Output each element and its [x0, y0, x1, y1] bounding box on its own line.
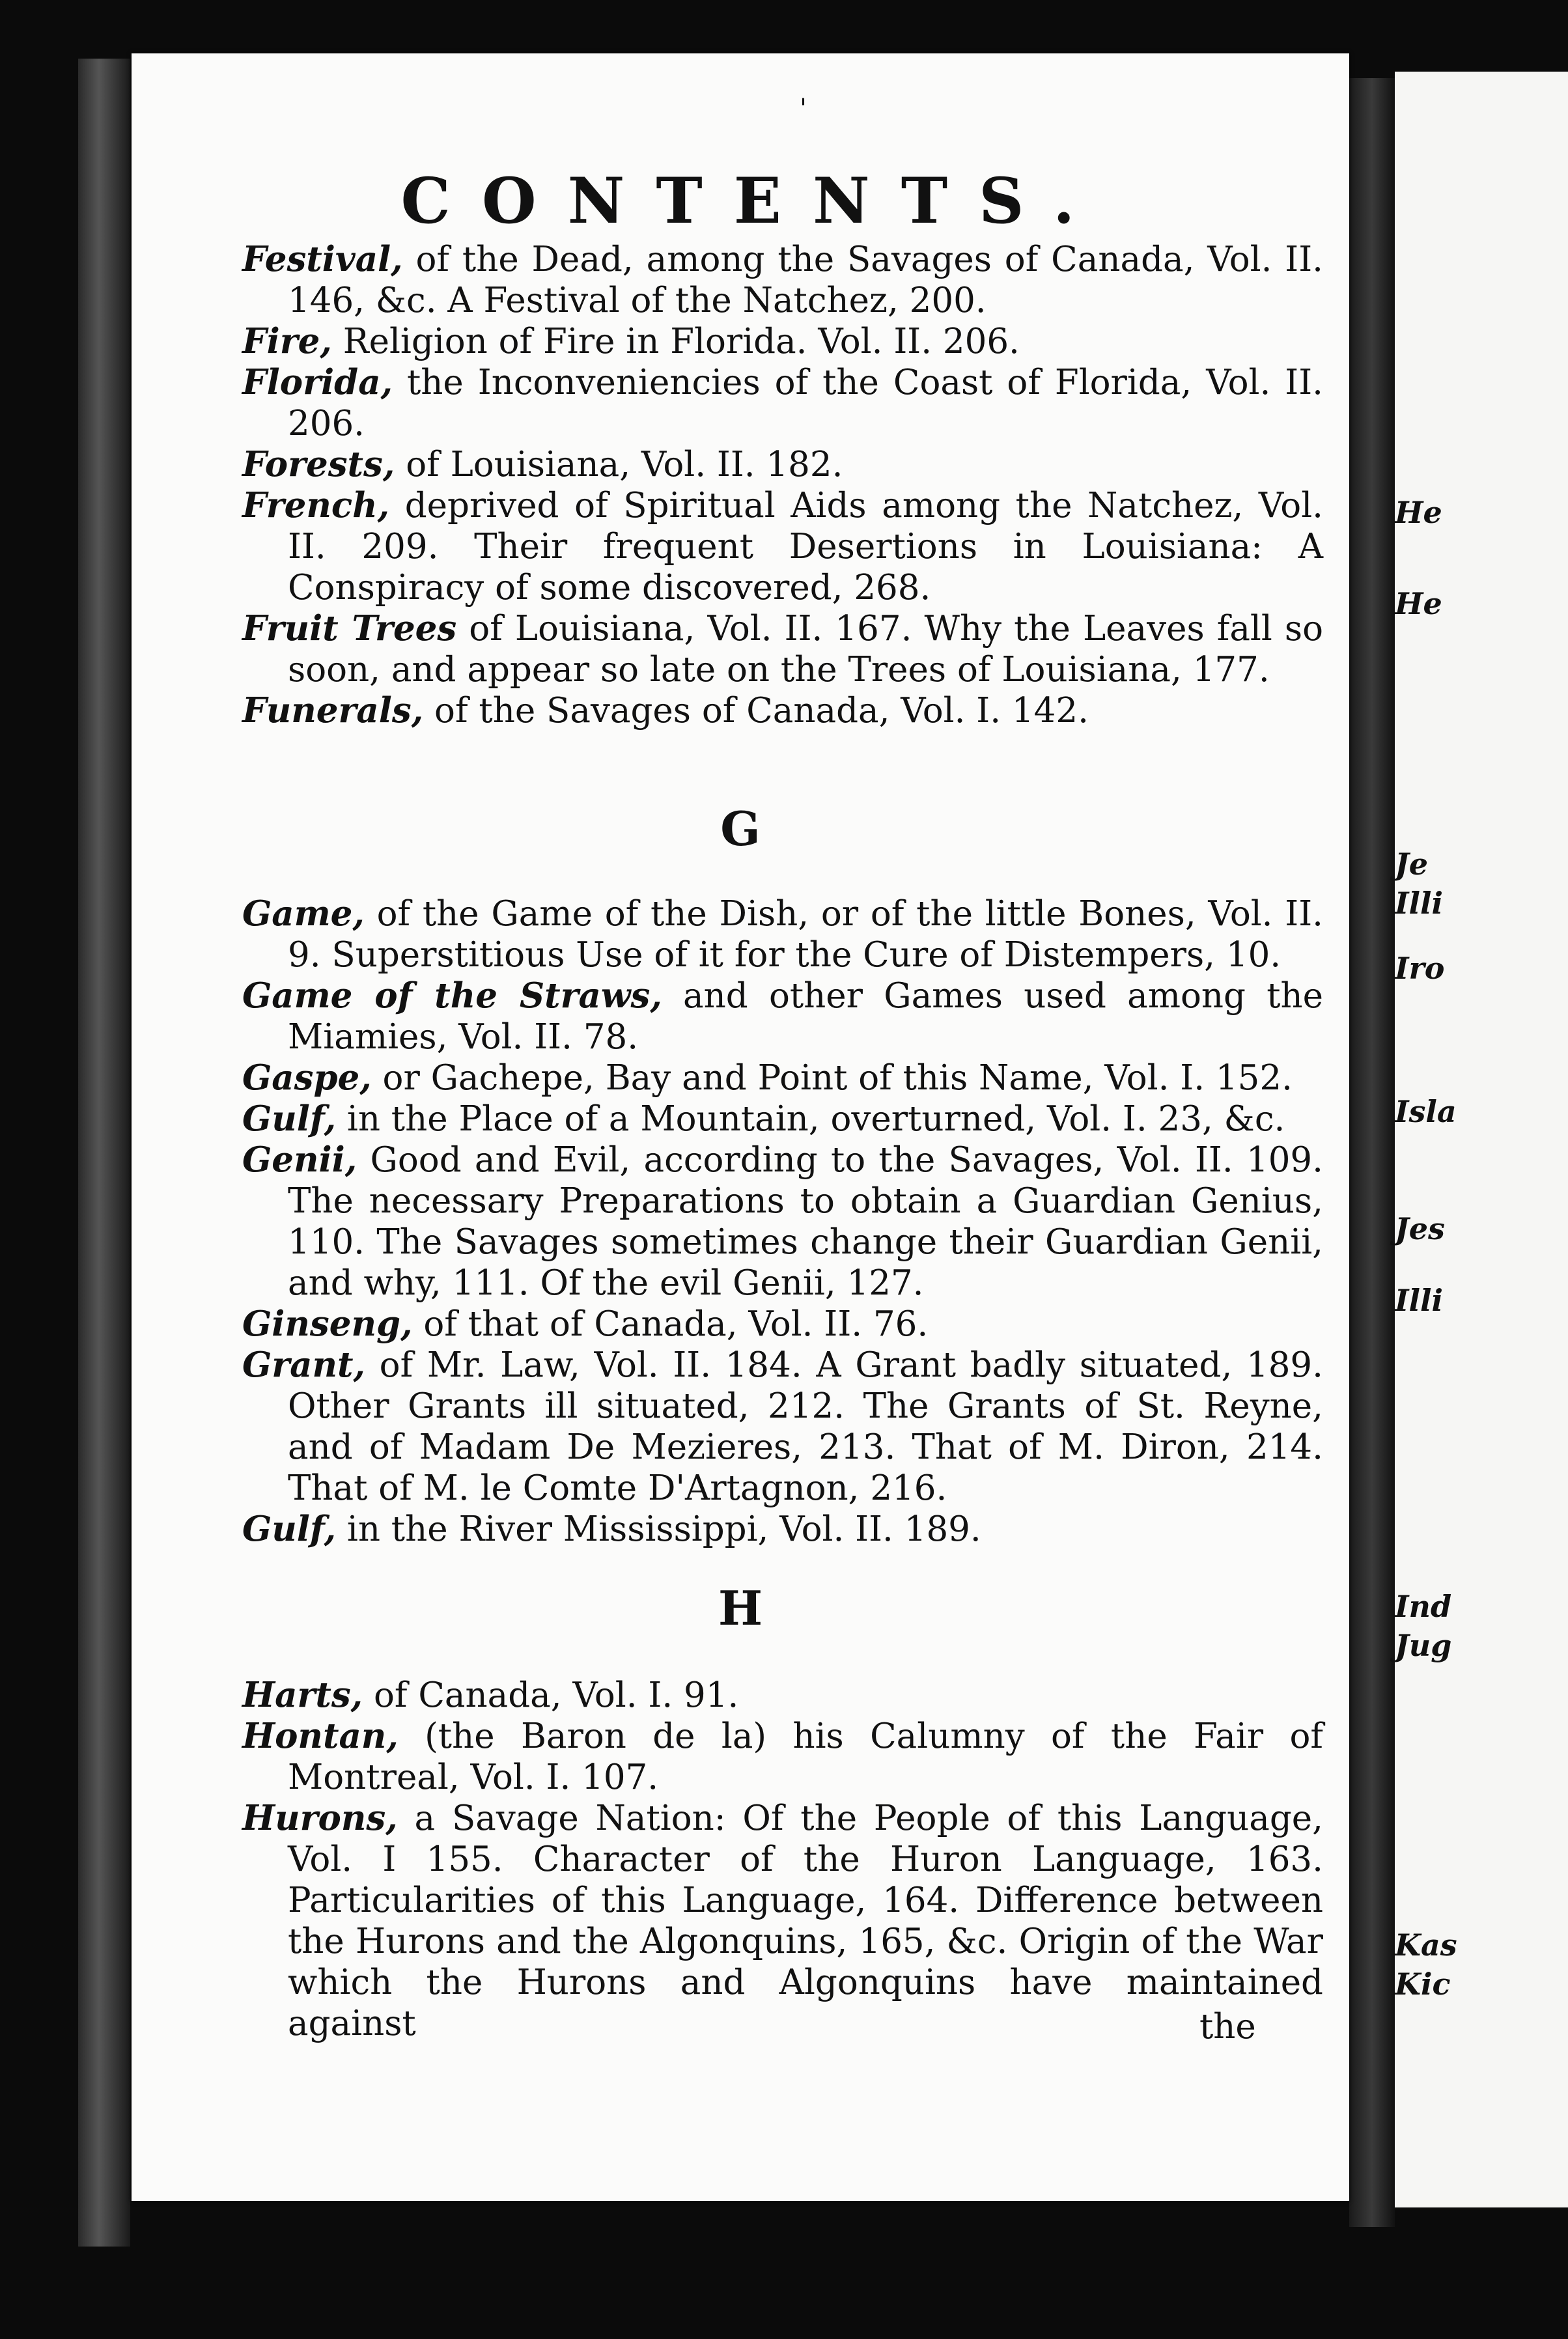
entry-text: Good and Evil, according to the Savages, Vol. II. 109. The necessary Preparations to obtain a Guardian Genius, 110. The Savages sometimes change their Guardian Genii, and why, 111. Of the evil Genii, 127.	[288, 1140, 1323, 1303]
index-entry	[242, 1509, 1323, 1550]
index-entry	[242, 893, 1323, 975]
entry-text: of Mr. Law, Vol. II. 184. A Grant badly situated, 189. Other Grants ill situated, 212. The Grants of St. Reyne, and of Madam De Mezieres, 213. That of M. Diron, 214. That of M. le Comte D'Artagnon, 216.	[288, 1345, 1323, 1508]
entry-text: of Louisiana, Vol. II. 182.	[395, 445, 843, 484]
contents-page	[132, 53, 1349, 2201]
entry-keyword: Gaspe,	[242, 1057, 372, 1098]
entries-f	[242, 239, 1323, 731]
entry-keyword: Grant,	[242, 1345, 365, 1385]
facing-fragment: Jug	[1395, 1628, 1452, 1663]
entry-text: of that of Canada, Vol. II. 76.	[412, 1304, 929, 1344]
index-entry	[242, 1345, 1323, 1509]
facing-fragment: Je	[1395, 847, 1429, 882]
facing-fragment: Illi	[1395, 1283, 1443, 1318]
entry-text: the Inconveniencies of the Coast of Florida, Vol. II. 206.	[288, 363, 1323, 443]
entry-keyword: Festival,	[242, 239, 403, 279]
entry-keyword: Ginseng,	[242, 1304, 413, 1344]
entry-text: a Savage Nation: Of the People of this Language, Vol. I 155. Character of the Huron Language, 163. Particularities of this Language, 164. Difference between the Hurons and the Algonquins, 165, &c. Origin of the War which the Hurons and Algonquins have maintained against	[288, 1799, 1323, 2043]
entry-keyword: Hontan,	[242, 1716, 399, 1756]
section-letter-g: G	[720, 801, 761, 856]
entry-text: of Louisiana, Vol. II. 167. Why the Leaves fall so soon, and appear so late on the Trees of Louisiana, 177.	[288, 609, 1324, 690]
index-entry	[242, 239, 1323, 321]
index-entry	[242, 362, 1323, 444]
entry-text: (the Baron de la) his Calumny of the Fair of Montreal, Vol. I. 107.	[288, 1716, 1323, 1797]
entry-text: Religion of Fire in Florida. Vol. II. 206.	[331, 322, 1020, 361]
entry-text: and other Games used among the Miamies, Vol. II. 78.	[288, 976, 1323, 1057]
facing-fragment: Illi	[1395, 886, 1443, 921]
index-entry	[242, 444, 1323, 485]
catchword: the	[1199, 2007, 1256, 2047]
facing-fragment: Kic	[1395, 1967, 1451, 2002]
facing-page	[1395, 72, 1568, 2207]
entry-text: or Gachepe, Bay and Point of this Name, Vol. I. 152.	[371, 1058, 1293, 1098]
entry-keyword: Harts,	[242, 1675, 363, 1715]
entry-keyword: Gulf,	[242, 1509, 337, 1549]
facing-fragment: Jes	[1395, 1211, 1445, 1246]
entries-h	[242, 1675, 1323, 2044]
entry-text: of the Game of the Dish, or of the little Bones, Vol. II. 9. Superstitious Use of it for the Cure of Distempers, 10.	[288, 894, 1323, 975]
facing-fragment: Kas	[1395, 1927, 1457, 1963]
page-mark: '	[800, 94, 807, 124]
index-entry	[242, 1716, 1323, 1798]
entry-keyword: Forests,	[242, 444, 395, 484]
book-gutter	[1349, 78, 1395, 2227]
facing-fragment: Isla	[1395, 1094, 1457, 1129]
entry-keyword: Fire,	[242, 321, 332, 361]
entry-text: deprived of Spiritual Aids among the Natchez, Vol. II. 209. Their frequent Desertions in Louisiana: A Conspiracy of some discovered, 268.	[288, 486, 1323, 608]
entry-text: of the Savages of Canada, Vol. I. 142.	[423, 691, 1089, 731]
entry-keyword: Game of the Straws,	[242, 975, 662, 1016]
entry-keyword: Gulf,	[242, 1099, 337, 1139]
index-entry	[242, 1675, 1323, 1716]
entry-keyword: Florida,	[242, 362, 393, 402]
entry-keyword: French,	[242, 485, 390, 525]
entry-keyword: Fruit Trees	[242, 608, 457, 649]
entry-text: of the Dead, among the Savages of Canada, Vol. II. 146, &c. A Festival of the Natchez, 200.	[288, 240, 1323, 320]
facing-fragment: He	[1395, 586, 1442, 621]
entry-text: of Canada, Vol. I. 91.	[363, 1675, 739, 1715]
facing-fragment: Ind	[1395, 1589, 1452, 1624]
index-entry	[242, 321, 1323, 362]
index-entry	[242, 1057, 1323, 1099]
facing-fragment: He	[1395, 495, 1442, 530]
entry-keyword: Genii,	[242, 1140, 357, 1180]
entry-text: in the Place of a Mountain, overturned, Vol. I. 23, &c.	[336, 1099, 1285, 1139]
index-entry	[242, 975, 1323, 1057]
entry-keyword: Game,	[242, 893, 365, 934]
index-entry	[242, 1304, 1323, 1345]
index-entry	[242, 1140, 1323, 1304]
page-title: CONTENTS.	[400, 164, 1106, 238]
entry-keyword: Funerals,	[242, 690, 424, 731]
entry-keyword: Hurons,	[242, 1798, 398, 1838]
index-entry	[242, 1798, 1323, 2044]
index-entry	[242, 690, 1323, 731]
index-entry	[242, 485, 1323, 608]
entry-text: in the River Mississippi, Vol. II. 189.	[336, 1509, 981, 1549]
index-entry	[242, 1099, 1323, 1140]
facing-fragment: Iro	[1395, 951, 1445, 986]
index-entry	[242, 608, 1323, 690]
entries-g	[242, 893, 1323, 1550]
book-binding	[78, 59, 130, 2247]
section-letter-h: H	[718, 1580, 763, 1636]
